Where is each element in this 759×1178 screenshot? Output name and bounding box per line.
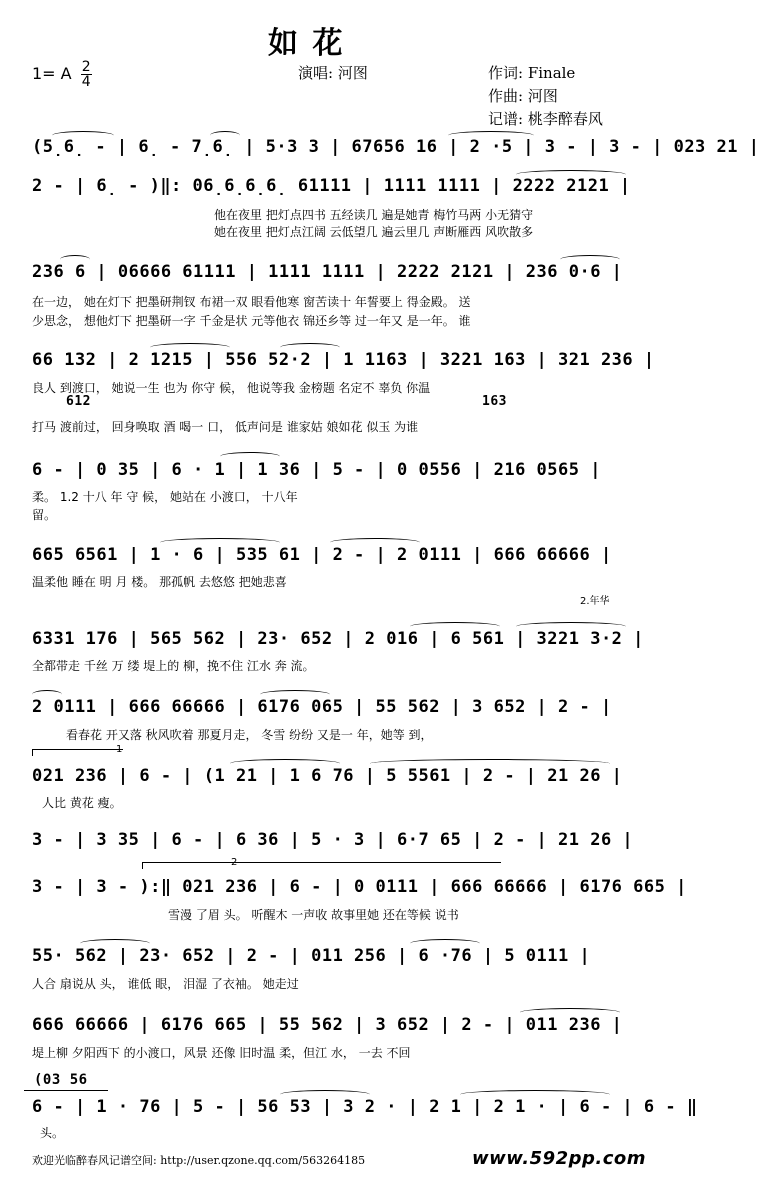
lyric-verse-1: 柔。 1.2 十八 年 守 候， 她站在 小渡口， 十八年 [32,490,298,504]
alt-notes-612: 612 [66,394,91,409]
lyricist-credit: 作词: Finale [488,64,576,82]
lyric-verse-2: 打马 渡前过， 回身唤取 酒 喝一 口， 低声问是 谁家姑 娘如花 似玉 为谁 [32,420,419,434]
notation-line-3: 236 6 | 06666 61111 | 1111 1111 | 2222 2121 | 236 0·6 | [32,262,623,282]
time-signature [81,60,92,89]
notation-line-11: 3 - | 3 - ):‖ 021 236 | 6 - | 0 0111 | 666 66666 | 6176 665 | [32,877,687,897]
slur [220,452,280,461]
slur [260,690,330,699]
lyric-verse-2: 人合 扇说从 头， 谁低 眼， 泪湿 了衣袖。 她走过 [32,977,299,991]
slur [52,131,114,140]
lyric-verse-1: 他在夜里 把灯点四书 五经读几 遍是她青 梅竹马两 小无猜守 [214,208,534,222]
slur [448,131,534,140]
pickup-bracket-line [24,1090,108,1091]
slur [460,1090,610,1099]
slur [560,255,620,264]
key-label: 1= A [32,64,72,83]
lyric-verse-2: 雪漫 了眉 头。 听醒木 一声收 故事里她 还在等候 说书 [168,908,459,922]
lyric-verse-2: 堤上柳 夕阳西下 的小渡口，风景 还像 旧时温 柔，但江 水， 一去 不回 [32,1046,411,1060]
lyric-verse-1: 全都带走 千丝 万 缕 堤上的 柳，挽不住 江水 奔 流。 [32,659,315,673]
lyric-verse-1: 看春花 开又落 秋风吹着 那夏月走， 冬雪 纷纷 又是一 年，她等 到， [66,728,433,742]
slur [230,759,340,768]
slur [210,131,240,140]
slur [516,170,626,179]
notation-line-12: 55· 562 | 23· 652 | 2 - | 011 256 | 6 ·76 | 5 0111 | [32,946,591,966]
notation-line-2: 2 - | 6̣ - )‖: 06̣6̣6̣6̣ 61111 | 1111 1111 | 2222 2121 | [32,176,631,196]
notation-line-14: 6 - | 1 · 76 | 5 - | 56 53 | 3 2 · | 2 1 | 2 1 · | 6 - | 6 - ‖ [32,1097,698,1117]
notation-line-13: 666 66666 | 6176 665 | 55 562 | 3 652 | 2 - | 011 236 | [32,1015,623,1035]
pickup-notes: (03 56 [34,1072,88,1088]
lyric-verse-2: 她在夜里 把灯点江阔 云低望几 遍云里几 声断雁西 风吹散多 [214,225,534,239]
time-signature-bottom: 4 [81,74,91,90]
notation-line-5: 6 - | 0 35 | 6 · 1 | 1 36 | 5 - | 0 0556 | 216 0565 | [32,460,601,480]
slur [520,1008,620,1017]
site-watermark-logo[interactable]: www.592pp.com [472,1148,647,1169]
notation-line-7: 6331 176 | 565 562 | 23· 652 | 2 016 | 6 561 | 3221 3·2 | [32,629,644,649]
slur [516,622,626,631]
slur [370,759,610,768]
slur [280,343,340,352]
slur [160,538,280,547]
notation-line-9: 021 236 | 6 - | (1 21 | 1 6 76 | 5 5561 | 2 - | 21 26 | [32,766,623,786]
slur [410,622,500,631]
key-signature [32,60,92,89]
slur [410,939,480,948]
notation-line-4: 66 132 | 2 1215 | 556 52·2 | 1 1163 | 3221 163 | 321 236 | [32,350,655,370]
transcriber-credit: 记谱: 桃李醉春风 [488,110,603,128]
lyric-verse-2: 留。 [32,508,57,522]
page-title: 如 花 [268,26,345,61]
second-ending-label: 2 [231,857,238,868]
slur [80,939,150,948]
singer-credit: 演唱: 河图 [298,64,368,82]
notation-line-8: 2 0111 | 666 66666 | 6176 065 | 55 562 | 3 652 | 2 - | [32,697,612,717]
time-signature-top: 2 [81,59,91,75]
slur [330,538,420,547]
footer-welcome: 欢迎光临醉春风记谱空间: http://user.qzone.qq.com/563264185 [32,1154,366,1167]
lyric-verse-1: 在一边， 她在灯下 把墨研荆钗 布裙一双 眼看他寒 窗苦读十 年誓要上 得金殿。 送 [32,295,471,309]
notation-line-1: (5̣6̣ - | 6̣ - 7̣6̣ | 5·3 3 | 67656 16 | 2 ·5 | 3 - | 3 - | 023 21 | [32,137,759,157]
slur [280,1090,370,1099]
slur [32,690,62,699]
lyric-verse-1: 良人 到渡口， 她说一生 也为 你守 候， 他说等我 金榜题 名定不 辜负 你温 [32,381,431,395]
alt-notes-163: 163 [482,394,507,409]
lyric-verse-1: 人比 黄花 瘦。 [42,796,122,810]
lyric-verse-1: 温柔他 睡在 明 月 楼。 那孤帆 去悠悠 把她悲喜 [32,575,287,589]
notation-line-10: 3 - | 3 35 | 6 - | 6 36 | 5 · 3 | 6·7 65 | 2 - | 21 26 | [32,830,634,850]
slur [60,255,90,264]
slur [150,343,230,352]
composer-credit: 作曲: 河图 [488,87,558,105]
lyric-verse-2: 头。 [40,1126,65,1140]
first-ending-label: 1 [116,744,123,755]
second-ending-bracket [142,862,501,869]
notation-line-6: 665 6561 | 1 · 6 | 535 61 | 2 - | 2 0111 | 666 66666 | [32,545,612,565]
lyric-verse-2: 少思念， 想他灯下 把墨研一字 千金是状 元等他衣 锦还乡等 过一年又 是一年。 谁 [32,314,471,328]
first-ending-bracket [32,749,123,756]
verse-2-marker: 2.年华 [580,596,610,607]
